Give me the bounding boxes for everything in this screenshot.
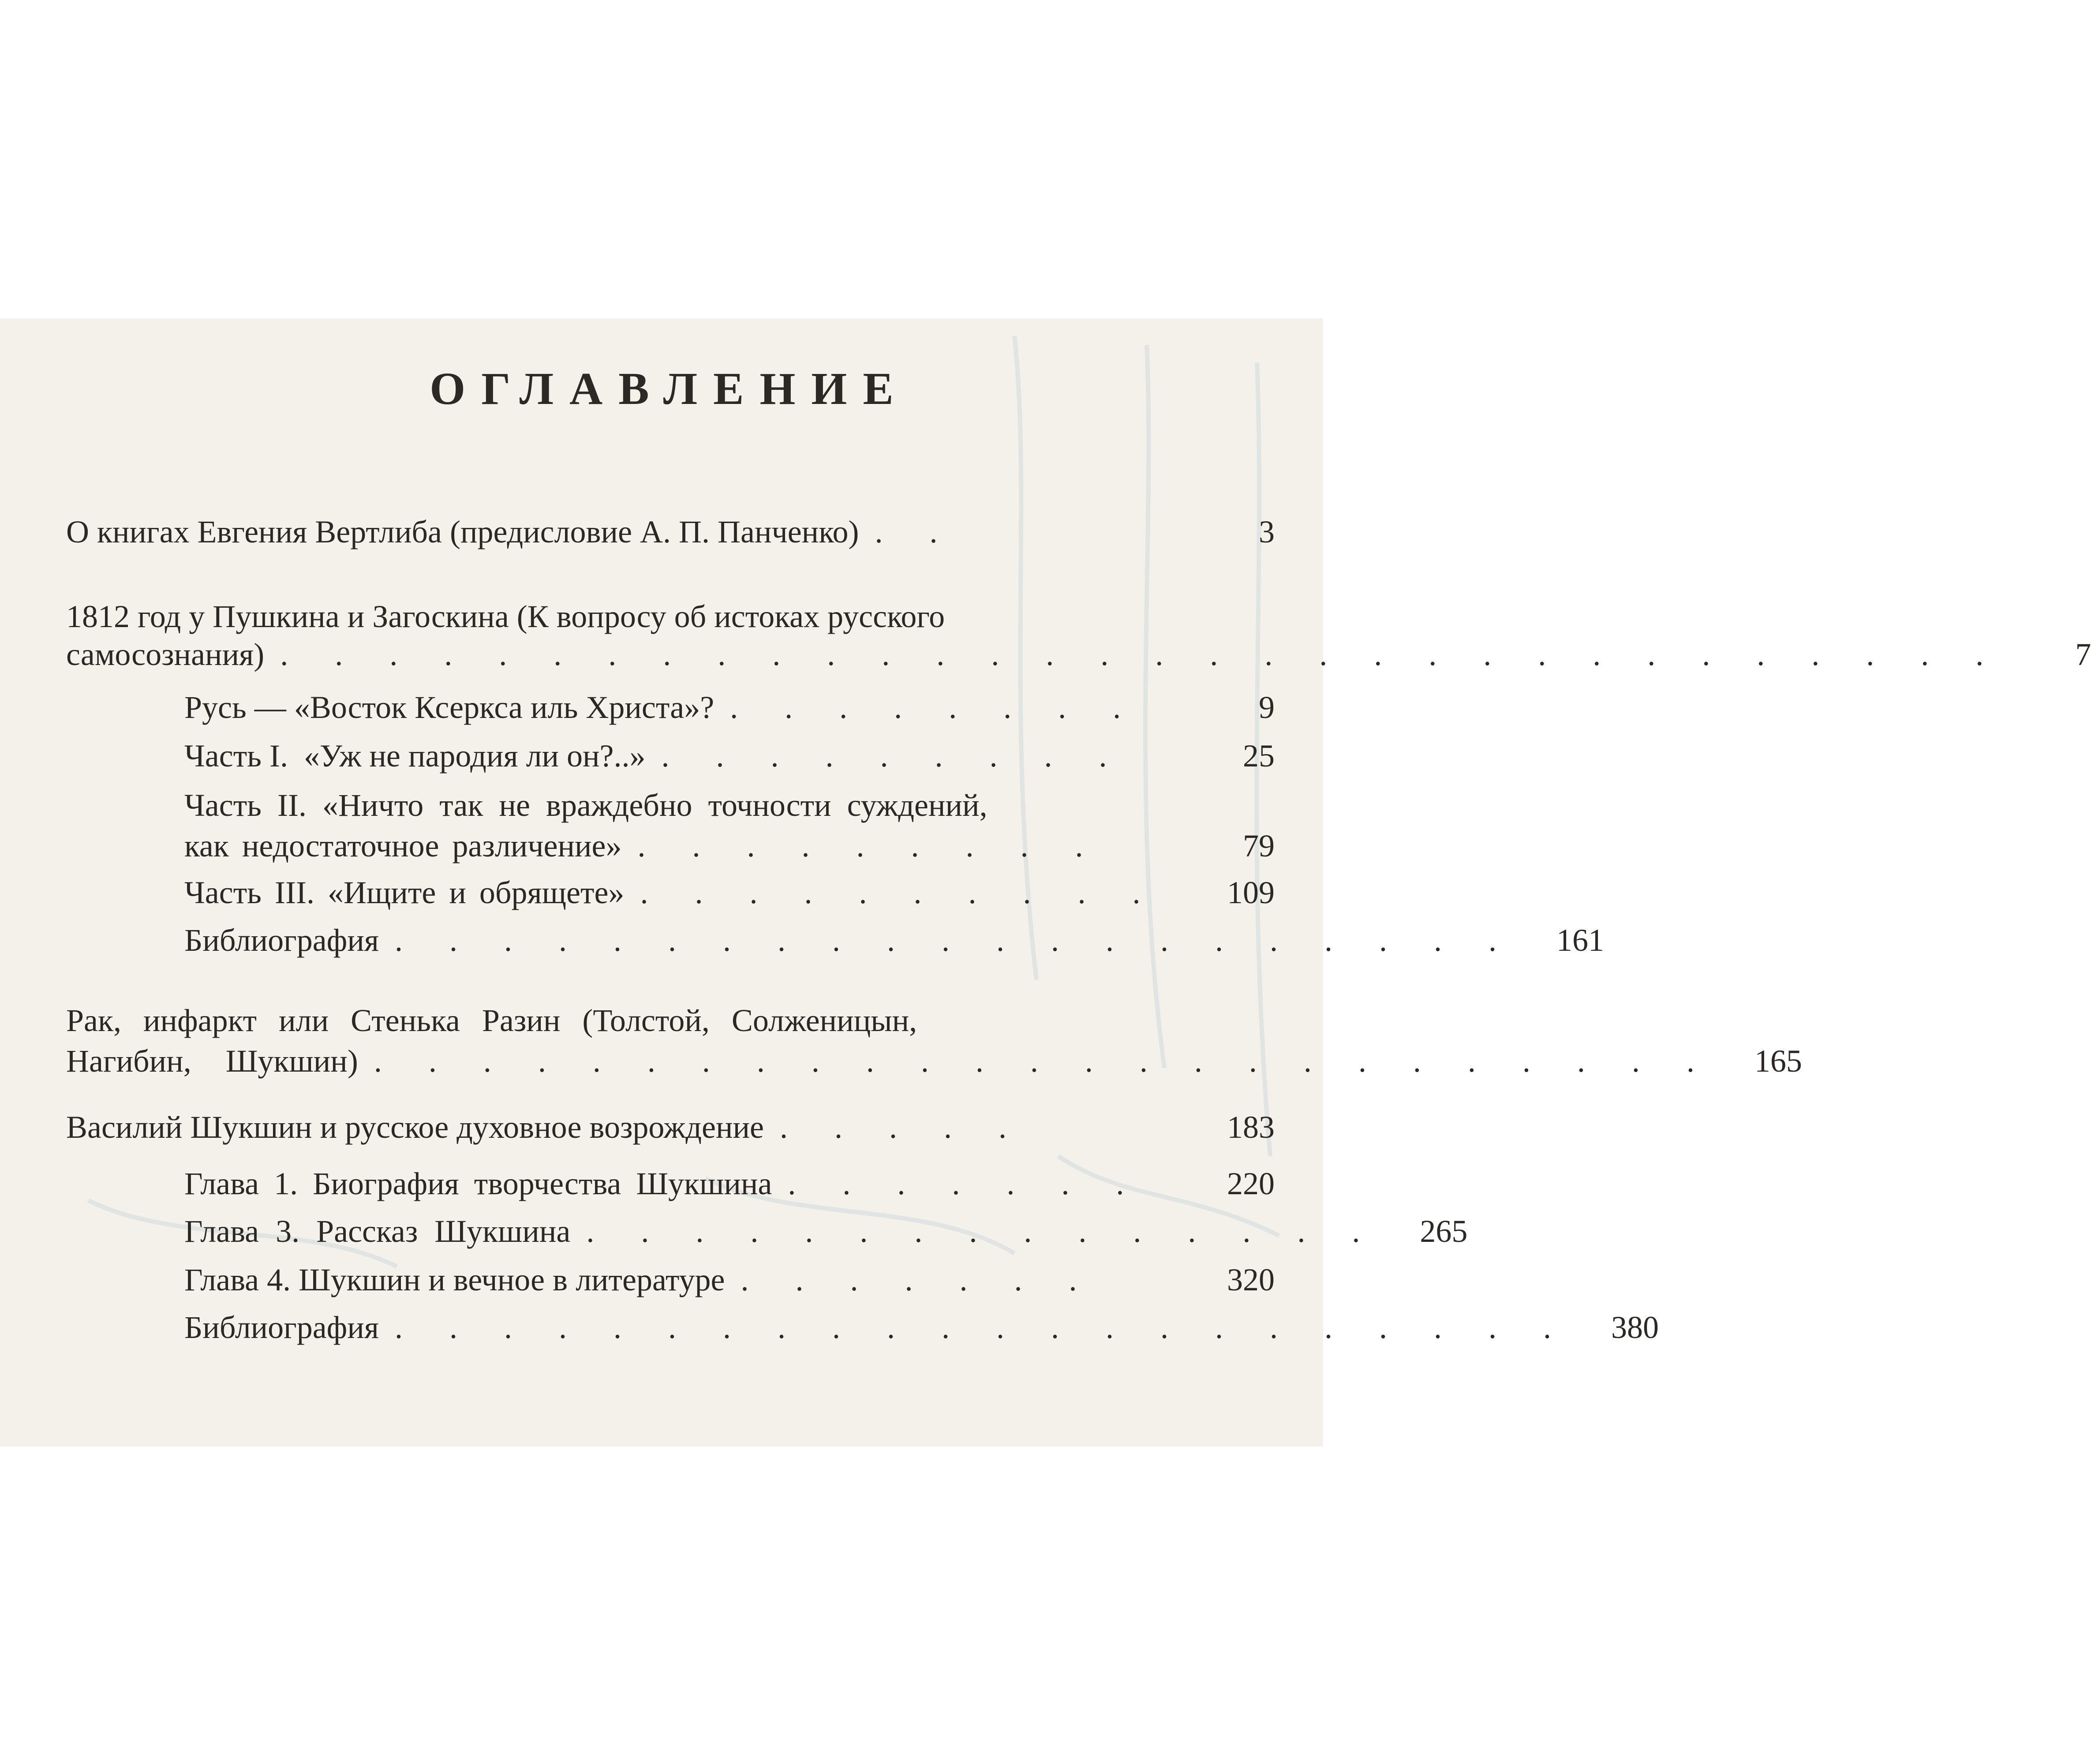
- toc-entry-page: 220: [1227, 1166, 1275, 1201]
- toc-subentry: [184, 688, 1275, 727]
- leader-dots: . . . . . . . . . . . . . . . . . . . . . .: [394, 1310, 1571, 1345]
- toc-entry-page: 25: [1243, 738, 1275, 774]
- book-page: [0, 318, 2091, 1446]
- toc-entry-page: 3: [1259, 514, 1275, 549]
- toc-entry-page: 165: [1754, 1043, 1802, 1079]
- toc-entry-title: Глава 4. Шукшин и вечное в литературе: [184, 1262, 725, 1297]
- toc-subentry: [184, 1164, 1275, 1203]
- toc-entry: [66, 1108, 1275, 1147]
- table-of-contents: [0, 318, 2091, 1446]
- toc-entry-continuation: [66, 1042, 1802, 1080]
- toc-subentry: [184, 786, 1275, 825]
- toc-entry-page: 79: [1243, 828, 1275, 863]
- toc-subentry: [184, 921, 1604, 960]
- toc-entry-title: Библиография: [184, 1310, 379, 1345]
- toc-entry-title: О книгах Евгения Вертлиба (предисловие А. П. Панченко): [66, 514, 859, 549]
- toc-entry-title-line2: самосознания): [66, 637, 265, 672]
- toc-entry-title: Часть I. «Уж не пародия ли он?..»: [184, 738, 646, 774]
- leader-dots: . . . . . . .: [741, 1262, 1096, 1297]
- leader-dots: . . . . . . . .: [730, 690, 1141, 725]
- toc-entry-title: Библиография: [184, 923, 379, 958]
- leader-dots: . . . . . . . . .: [661, 738, 1126, 774]
- leader-dots: . . . . .: [780, 1110, 1026, 1145]
- toc-subentry: [184, 1212, 1468, 1251]
- toc-entry-title: Глава 3. Рассказ Шукшина: [184, 1214, 571, 1249]
- toc-subentry: [184, 736, 1275, 775]
- leader-dots: . . . . . . . . . . . . . . . . . . . . .: [394, 923, 1516, 958]
- toc-entry-page: 265: [1420, 1214, 1468, 1249]
- toc-entry-title-line2: как недостаточное различение»: [184, 828, 622, 863]
- toc-entry: [66, 1001, 1275, 1040]
- page-title: ОГЛАВЛЕНИЕ: [430, 363, 909, 414]
- leader-dots: . .: [875, 514, 957, 549]
- toc-entry-title-line1: Часть II. «Ничто так не враждебно точности суждений,: [184, 788, 988, 823]
- toc-entry-page: 183: [1227, 1110, 1275, 1145]
- toc-subentry-continuation: [184, 826, 1275, 865]
- toc-entry-title: Русь — «Восток Ксеркса иль Христа»?: [184, 690, 714, 725]
- toc-entry-page: 161: [1556, 923, 1604, 958]
- leader-dots: . . . . . . . . . .: [640, 875, 1160, 910]
- toc-subentry: [184, 873, 1275, 912]
- toc-entry: [66, 597, 1275, 636]
- toc-entry-title-line1: Рак, инфаркт или Стенька Разин (Толстой, Солженицын,: [66, 1003, 917, 1038]
- leader-dots: . . . . . . . . . . . . . . . . . . . . . . . . .: [374, 1043, 1714, 1079]
- toc-entry-page: 109: [1227, 875, 1275, 910]
- leader-dots: . . . . . . . . . . . . . . .: [586, 1214, 1380, 1249]
- toc-entry-page: 320: [1227, 1262, 1275, 1297]
- leader-dots: . . . . . . . . .: [637, 828, 1103, 863]
- toc-entry: [66, 512, 1275, 551]
- leader-dots: . . . . . . . . . . . . . . . . . . . . . . . . . . . . . . . .: [280, 637, 2003, 672]
- toc-entry-title: Часть III. «Ищите и обрящете»: [184, 875, 625, 910]
- toc-subentry: [184, 1308, 1659, 1347]
- toc-entry-continuation: [66, 635, 2091, 674]
- leader-dots: . . . . . . .: [788, 1166, 1144, 1201]
- toc-entry-title-line1: 1812 год у Пушкина и Загоскина (К вопросу об истоках русского: [66, 599, 945, 634]
- toc-entry-page: 380: [1611, 1310, 1659, 1345]
- toc-entry-title: Василий Шукшин и русское духовное возрождение: [66, 1110, 764, 1145]
- toc-entry-page: 9: [1259, 690, 1275, 725]
- toc-entry-title: Глава 1. Биография творчества Шукшина: [184, 1166, 772, 1201]
- toc-entry-page: 7: [2075, 637, 2091, 672]
- toc-subentry: [184, 1260, 1275, 1299]
- toc-entry-title-line2: Нагибин, Шукшин): [66, 1043, 358, 1079]
